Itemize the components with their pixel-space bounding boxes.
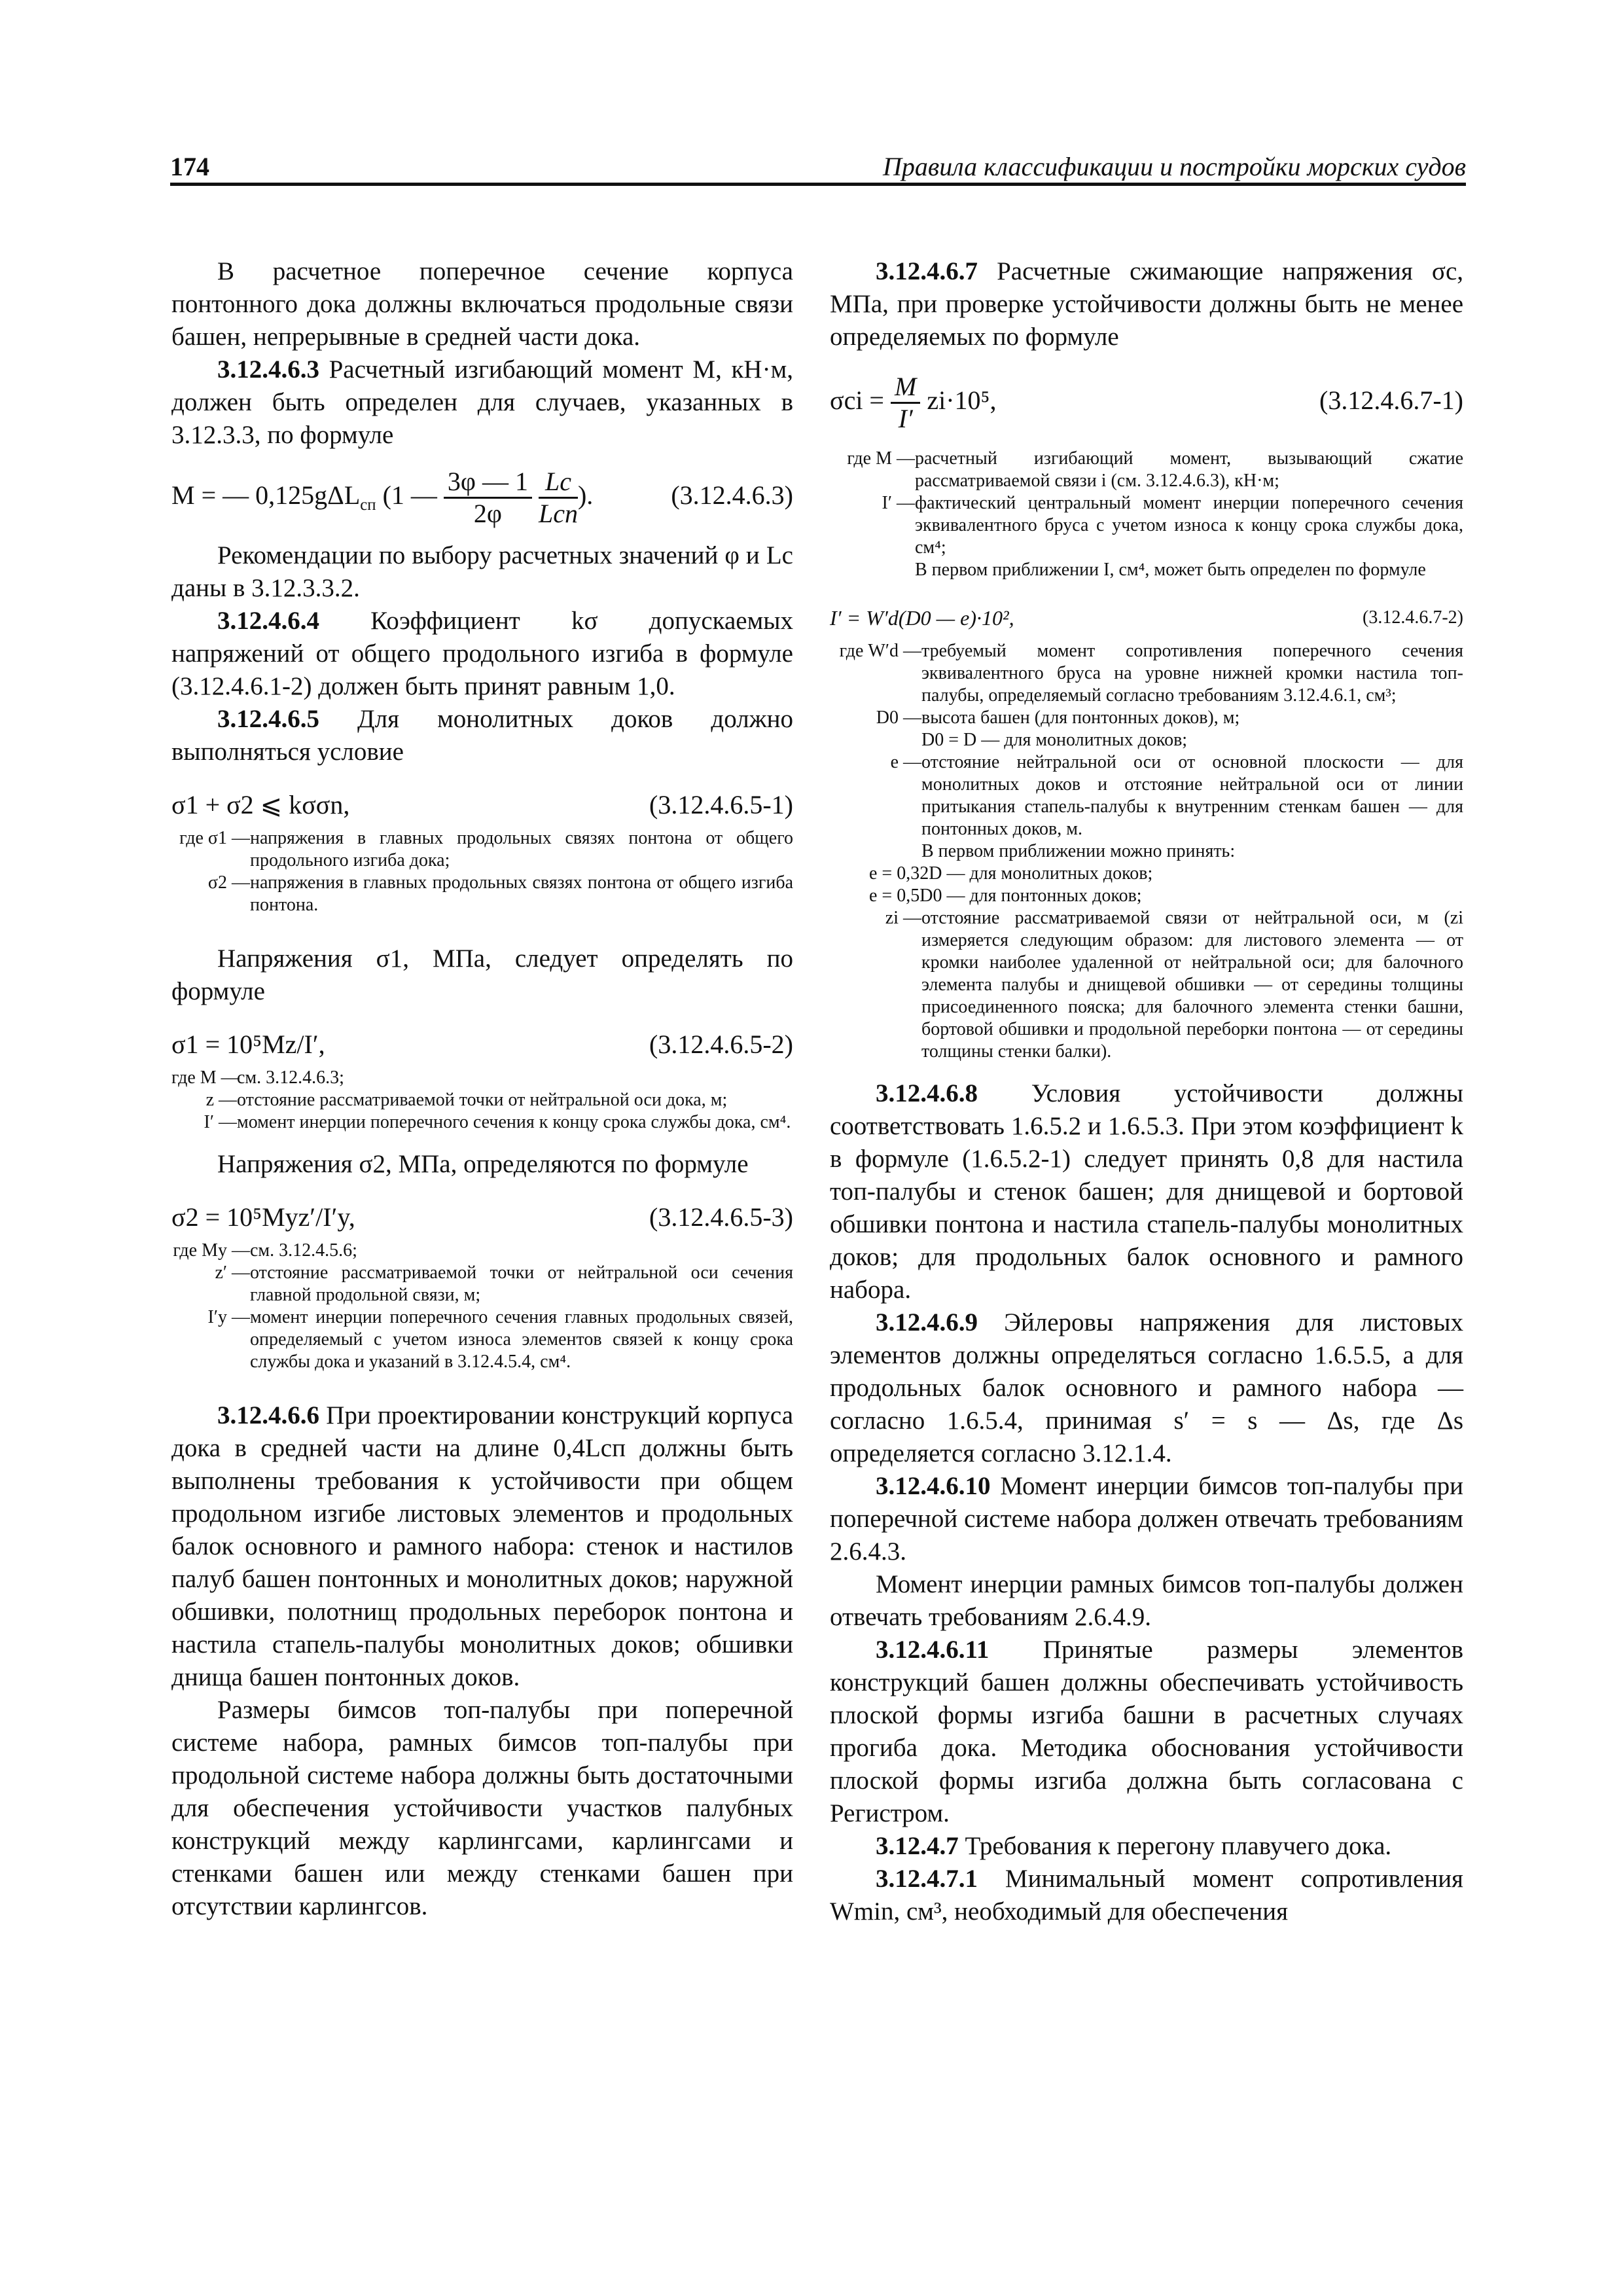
left-column bbox=[171, 255, 793, 1923]
paragraph: 3.12.4.6.3 Расчетный изгибающий момент M, кН·м, должен быть определен для случаев, указанных в 3.12.3.3, по формуле bbox=[171, 355, 793, 449]
paragraph: Размеры бимсов топ-палубы при поперечной системе набора, рамных бимсов топ-палубы при продольной системе набора должны быть достаточными для обеспечения устойчивости участков палубных конструкций между карлингсами, карлингсами и стенками башен или между стенками башен при отсутствии карлингсов. bbox=[171, 1696, 793, 1920]
formula-number: (3.12.4.6.5-3) bbox=[649, 1202, 793, 1232]
section-number: 3.12.4.6.6 bbox=[217, 1401, 319, 1429]
definitions-list bbox=[171, 1067, 793, 1134]
section-number: 3.12.4.6.8 bbox=[876, 1079, 978, 1107]
definition: e — отстояние нейтральной оси от основной плоскости — для монолитных доков и отстояние нейтральной оси от линии притыкания стапель-палубы к внутренним стенкам башен — для понтонных доков, м. bbox=[890, 752, 1463, 839]
paragraph: 3.12.4.6.8 Условия устойчивости должны соответствовать 1.6.5.2 и 1.6.5.3. При этом коэффициент k в формуле (1.6.5.2-1) следует принять 0,8 для настила топ-палубы и стенок башен; для днищевой и бортовой обшивки понтона и настила стапель-палубы монолитных доков; для продольных балок основного и рамного набора. bbox=[830, 1079, 1464, 1304]
definition: D0 = D — для монолитных доков; bbox=[921, 730, 1188, 750]
definition: где σ1 — напряжения в главных продольных связях понтона от общего продольного изгиба дока; bbox=[179, 828, 793, 870]
definition: e = 0,32D — для монолитных доков; bbox=[869, 863, 1153, 884]
definition: zi — отстояние рассматриваемой связи от нейтральной оси, м (zi измеряется следующим образом: для листового элемента — от кромки наиболее удаленной от нейтральной оси; для балочного элемента палубы и днищевой обшивки — от середины толщины присоединенного пояска; для балочного элемента стенки башни, бортовой обшивки и продольной переборки понтона — от середины толщины стенки балки). bbox=[885, 908, 1463, 1062]
fraction: $\frac{Lc}{\text{Lсп}}$ bbox=[538, 467, 578, 529]
formula-number: (3.12.4.6.7-2) bbox=[1363, 607, 1463, 628]
header-rule bbox=[170, 183, 1466, 186]
paragraph: 3.12.4.6.7 Расчетные сжимающие напряжения σc, МПа, при проверке устойчивости должны быть не менее определяемых по формуле bbox=[830, 257, 1463, 351]
page-number: 174 bbox=[170, 152, 209, 181]
paragraph: Рекомендации по выбору расчетных значений φ и Lc даны в 3.12.3.3.2. bbox=[171, 541, 793, 602]
section-number: 3.12.4.6.11 bbox=[876, 1636, 990, 1664]
paragraph: В расчетное поперечное сечение корпуса понтонного дока должны включаться продольные связи башен, непрерывные в средней части дока. bbox=[171, 257, 793, 351]
definition: где M — расчетный изгибающий момент, вызывающий сжатие рассматриваемой связи i (см. 3.12.4.6.3), кН·м; bbox=[847, 448, 1463, 491]
section-number: 3.12.4.6.3 bbox=[217, 355, 319, 384]
paragraph: 3.12.4.6.5 Для монолитных доков должно выполняться условие bbox=[171, 705, 793, 766]
formula: σ1 = 10⁵Mz/I′, (3.12.4.6.5-2) bbox=[171, 1022, 793, 1067]
paragraph: Напряжения σ2, МПа, определяются по формуле bbox=[217, 1150, 749, 1178]
definition: I′ — момент инерции поперечного сечения к концу срока службы дока, см⁴. bbox=[204, 1112, 791, 1132]
right-column bbox=[830, 255, 1463, 1928]
definition: I′y — момент инерции поперечного сечения главных продольных связей, определяемый с учетом износа элементов связей к концу срока службы дока и указаний в 3.12.4.5.4, см⁴. bbox=[207, 1307, 793, 1372]
formula: σ2 = 10⁵Myz′/I′y, (3.12.4.6.5-3) bbox=[171, 1195, 793, 1240]
definition: где My — см. 3.12.4.5.6; bbox=[173, 1240, 357, 1261]
definition: В первом приближении I, см⁴, может быть определен по формуле bbox=[915, 560, 1426, 580]
definition: σ2 — напряжения в главных продольных связях понтона от общего изгиба понтона. bbox=[207, 872, 793, 915]
section-number: 3.12.4.6.7 bbox=[876, 257, 978, 285]
page-header bbox=[170, 145, 1466, 186]
formula: I′ = W′d(D0 — e)·10², (3.12.4.6.7-2) bbox=[830, 596, 1463, 640]
section-number: 3.12.4.7.1 bbox=[876, 1865, 978, 1893]
formula: M = — 0,125gΔL$_{сп}$ (1 — $\frac{3\varphi — 1}{2\varphi}$ $\frac{Lc}{\text{Lсп}}$ ). (3.12.4.6.3) bbox=[171, 467, 793, 529]
formula: σ1 + σ2 ⩽ kσσn, (3.12.4.6.5-1) bbox=[171, 783, 793, 827]
section-number: 3.12.4.6.10 bbox=[876, 1472, 991, 1500]
definitions-list bbox=[171, 827, 793, 916]
fraction: $\frac{M}{I'}$ bbox=[891, 372, 920, 434]
section-number: 3.12.4.6.9 bbox=[876, 1308, 978, 1336]
definition: e = 0,5D0 — для понтонных доков; bbox=[869, 886, 1142, 906]
paragraph: 3.12.4.6.9 Эйлеровы напряжения для листовых элементов должны определяться согласно 1.6.5.5, а для продольных балок основного и рамного набора — согласно 1.6.5.4, принимая s′ = s — Δs, где Δs определяется согласно 3.12.1.4. bbox=[830, 1308, 1463, 1467]
section-number: 3.12.4.6.5 bbox=[217, 705, 319, 733]
definition: z′ — отстояние рассматриваемой точки от нейтральной оси сечения главной продольной связи, м; bbox=[215, 1263, 793, 1305]
definitions-list bbox=[830, 448, 1463, 581]
definition: где W′d — требуемый момент сопротивления поперечного сечения эквивалентного бруса на уровне нижней кромки настила топ-палубы, определяемый согласно требованиям 3.12.4.6.1, см³; bbox=[839, 641, 1463, 706]
section-number: 3.12.4.6.4 bbox=[217, 607, 319, 635]
paragraph: 3.12.4.7 Требования к перегону плавучего дока. bbox=[876, 1832, 1392, 1860]
formula-number: (3.12.4.6.7-1) bbox=[1319, 386, 1463, 415]
definition: где M — см. 3.12.4.6.3; bbox=[171, 1067, 344, 1088]
formula-number: (3.12.4.6.3) bbox=[671, 480, 793, 510]
paragraph: 3.12.4.6.4 Коэффициент kσ допускаемых напряжений от общего продольного изгиба в формуле (3.12.4.6.1-2) должен быть принят равным 1,0. bbox=[171, 607, 793, 700]
formula-number: (3.12.4.6.5-2) bbox=[649, 1030, 793, 1059]
definitions-list bbox=[830, 640, 1463, 1063]
definition: В первом приближении можно принять: bbox=[921, 841, 1236, 861]
fraction: $\frac{3\varphi — 1}{2\varphi}$ bbox=[444, 467, 532, 529]
paragraph: 3.12.4.6.6 При проектировании конструкций корпуса дока в средней части на длине 0,4Lсп должны быть выполнены требования к устойчивости при общем продольном изгибе листовых элементов и продольных балок основного и рамного набора: стенок и настилов палуб башен понтонных и монолитных доков; наружной обшивки, полотнищ продольных переборок понтона и настила стапель-палубы монолитных доков; обшивки днища башен понтонных доков. bbox=[171, 1401, 794, 1691]
definition: z — отстояние рассматриваемой точки от нейтральной оси дока, м; bbox=[205, 1090, 728, 1110]
paragraph: Напряжения σ1, МПа, следует определять по формуле bbox=[171, 944, 793, 1005]
paragraph: 3.12.4.6.11 Принятые размеры элементов конструкций башен должны обеспечивать устойчивость плоской формы изгиба башни в расчетных случаях прогиба дока. Методика обоснования устойчивости плоской формы изгиба должна быть согласована с Регистром. bbox=[830, 1636, 1463, 1827]
paragraph: Момент инерции рамных бимсов топ-палубы должен отвечать требованиям 2.6.4.9. bbox=[830, 1570, 1463, 1631]
paragraph: 3.12.4.7.1 Минимальный момент сопротивления Wmin, см³, необходимый для обеспечения bbox=[830, 1865, 1463, 1926]
paragraph: 3.12.4.6.10 Момент инерции бимсов топ-палубы при поперечной системе набора должен отвечать требованиям 2.6.4.3. bbox=[830, 1472, 1463, 1566]
formula-number: (3.12.4.6.5-1) bbox=[649, 790, 793, 819]
running-title: Правила классификации и постройки морских судов bbox=[882, 152, 1466, 181]
definition: I′ — фактический центральный момент инерции поперечного сечения эквивалентного бруса с учетом износа к концу срока службы дока, см⁴; bbox=[882, 493, 1463, 558]
section-number: 3.12.4.7 bbox=[876, 1832, 959, 1860]
formula: σci = $\frac{M}{I'}$ zi·10⁵, (3.12.4.6.7-1) bbox=[830, 368, 1463, 433]
definition: D0 — высота башен (для понтонных доков), м; bbox=[876, 708, 1240, 728]
definitions-list bbox=[171, 1240, 793, 1373]
